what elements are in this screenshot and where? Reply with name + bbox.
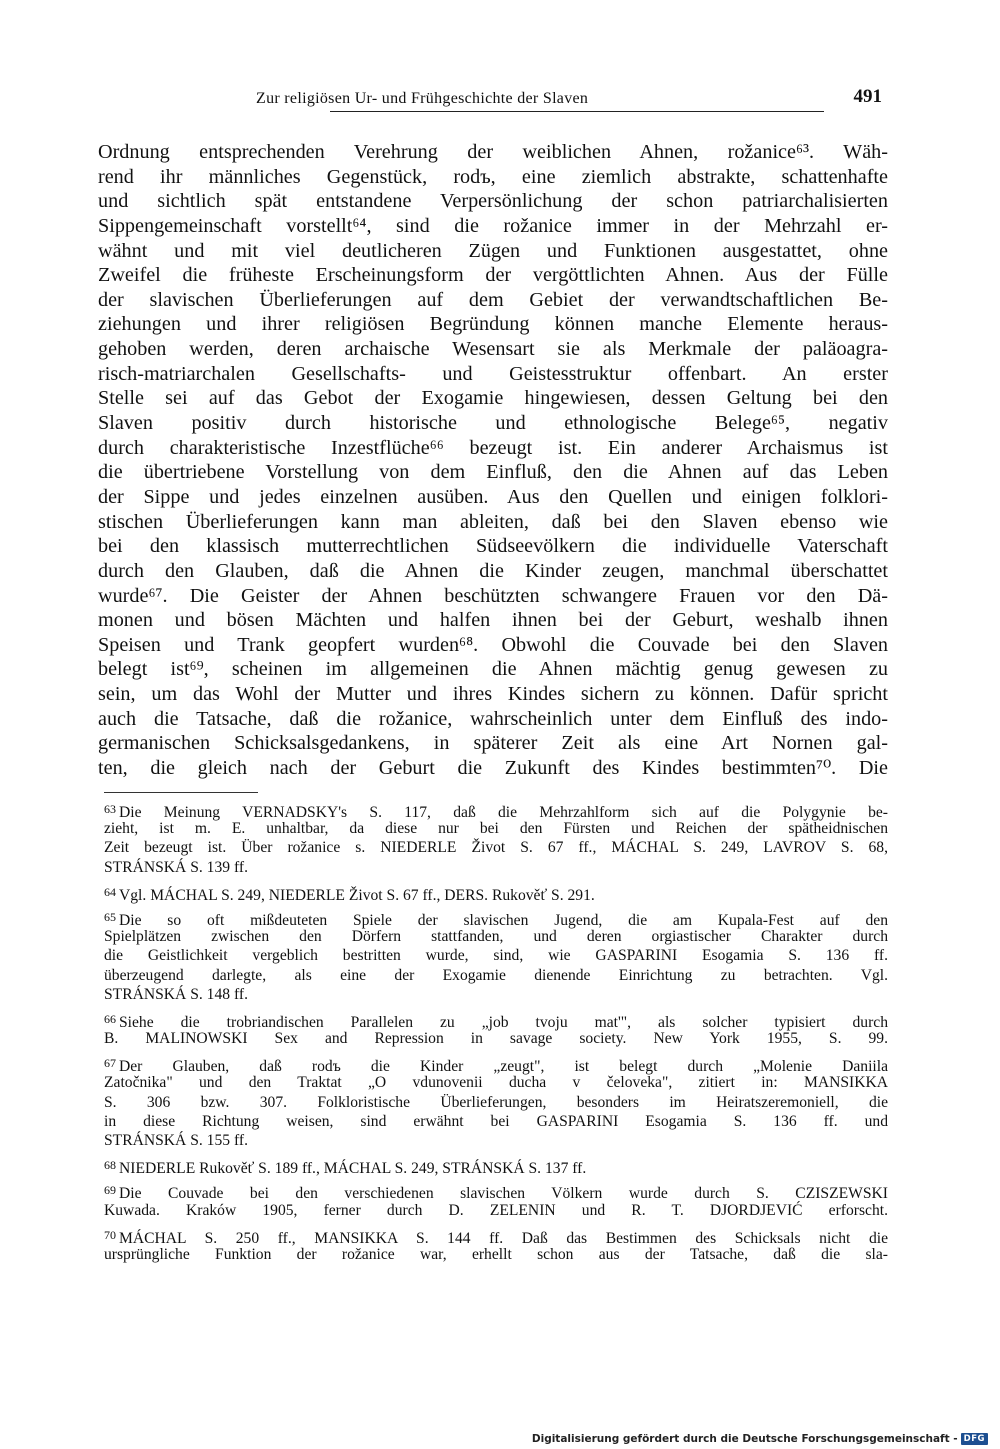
footnote-text: Siehe die trobriandischen Parallelen zu „job tvoju mat'", als solcher typisiert durch	[119, 1013, 888, 1031]
footnote-text: ursprüngliche Funktion der rožanice war, erhellt schon aus der Tatsache, daß die sla-	[104, 1245, 888, 1263]
footnote-line	[104, 1112, 888, 1131]
footnote-line	[104, 1201, 888, 1220]
body-line: risch-matriarchalen Gesellschafts- und Geistesstruktur offenbart. An erster	[98, 362, 888, 385]
footnote-text: Zeit bezeugt ist. Über rožanice s. NIEDERLE Život S. 67 ff., MÁCHAL S. 249, LAVROV S. 68,	[104, 839, 888, 857]
body-line: wähnt und mit viel deutlicheren Zügen und Funktionen ausgestattet, ohne	[98, 239, 888, 262]
body-line: der Sippe und jedes einzelnen ausüben. Aus den Quellen und einigen folklori-	[98, 485, 888, 508]
footnote	[104, 800, 888, 877]
footnote-line	[104, 838, 888, 857]
body-line: ziehungen und ihrer religiösen Begründung können manche Elemente heraus-	[98, 313, 888, 336]
body-line: stischen Überlieferungen kann man ableiten, daß bei den Slaven ebenso wie	[98, 510, 888, 533]
footnote-text: Spielplätzen zwischen den Dörfern stattfanden, und deren orgiastischer Charakter durch	[104, 928, 888, 946]
footnotes	[104, 800, 888, 1270]
body-line: auch die Tatsache, daß die rožanice, wahrscheinlich unter dem Einfluß des indo-	[98, 707, 888, 730]
footnote-text: STRÁNSKÁ S. 148 ff.	[104, 985, 248, 1003]
body-line: rend ihr männliches Gegenstück, rodъ, eine ziemlich abstrakte, schattenhafte	[98, 165, 888, 188]
footnote-text: Vgl. MÁCHAL S. 249, NIEDERLE Život S. 67 ff., DERS. Rukověť S. 291.	[119, 886, 595, 904]
footnote-line	[104, 1181, 888, 1203]
footnote-line	[104, 1093, 888, 1112]
footnote-text: S. 306 bzw. 307. Folkloristische Überlieferungen, besonders im Heiratszeremoniell, die	[104, 1093, 888, 1111]
footnote-text: zieht, ist m. E. unhaltbar, da diese nur bei den Fürsten und Reichen der spätheidnischen	[104, 820, 888, 838]
body-line: durch den Glauben, daß die Ahnen die Kinder zeugen, manchmal überschattet	[98, 559, 888, 582]
body-text	[98, 140, 888, 781]
footnote-line	[104, 1029, 888, 1048]
footnote	[104, 1181, 888, 1219]
footnote-number: 65	[104, 909, 116, 924]
page-number: 491	[853, 86, 882, 107]
body-line: die übertriebene Vorstellung von dem Einfluß, den die Ahnen auf das Leben	[98, 461, 888, 484]
footnote-line	[104, 883, 888, 902]
footnote-text: Kuwada. Kraków 1905, ferner durch D. ZELENIN und R. T. DJORDJEVIĆ erforscht.	[104, 1201, 888, 1219]
footnote-text: MÁCHAL S. 250 ff., MANSIKKA S. 144 ff. Daß das Bestimmen des Schicksals nicht die	[119, 1229, 888, 1247]
footnote-text: NIEDERLE Rukověť S. 189 ff., MÁCHAL S. 249, STRÁNSKÁ S. 137 ff.	[119, 1160, 587, 1178]
body-line: durch charakteristische Inzestflüche⁶⁶ bezeugt ist. Ein anderer Archaismus ist	[98, 436, 888, 459]
dfg-logo: DFG	[961, 1433, 988, 1445]
footnote-line	[104, 819, 888, 838]
body-line: ten, die gleich nach der Geburt die Zukunft des Kindes bestimmten⁷⁰. Die	[98, 757, 888, 780]
body-line: germanischen Schicksalsgedankens, in späterer Zeit als eine Art Nornen gal-	[98, 732, 888, 755]
footnote-text: STRÁNSKÁ S. 139 ff.	[104, 858, 248, 876]
footnote	[104, 1054, 888, 1150]
footnote-text: die Geistlichkeit vergeblich bestritten wurde, sind, wie GASPARINI Esogamia S. 136 ff.	[104, 947, 888, 965]
footnote-line	[104, 927, 888, 946]
footnote-number: 67	[104, 1056, 116, 1071]
footnote-line	[104, 1054, 888, 1076]
footnote-text: Der Glauben, daß rodъ die Kinder „zeugt", ist belegt durch „Molenie Daniila	[119, 1058, 888, 1076]
footnote	[104, 1226, 888, 1264]
footnote-text: STRÁNSKÁ S. 155 ff.	[104, 1132, 248, 1149]
footnote-rule	[104, 792, 258, 793]
footnote-number: 63	[104, 802, 116, 816]
footnote-line	[104, 966, 888, 985]
footnote-line	[104, 800, 888, 819]
footnote-line	[104, 858, 888, 877]
footnote	[104, 883, 888, 902]
footnote-text: B. MALINOWSKI Sex and Repression in savage society. New York 1955, S. 99.	[104, 1030, 888, 1048]
body-line: Slaven positiv durch historische und ethnologische Belege⁶⁵, negativ	[98, 412, 888, 435]
footnote-line	[104, 985, 888, 1004]
body-line: sein, um das Wohl der Mutter und ihres Kindes sichern zu können. Dafür spricht	[98, 683, 888, 706]
body-line: der slavischen Überlieferungen auf dem Gebiet der verwandtschaftlichen Be-	[98, 288, 888, 311]
footnote-text: überzeugend darlegte, als eine der Exogamie dienende Einrichtung zu betrachten. Vgl.	[104, 966, 888, 984]
body-line: gehoben werden, deren archaische Wesensart sie als Merkmale der paläoagra-	[98, 338, 888, 361]
body-line: Ordnung entsprechenden Verehrung der weiblichen Ahnen, rožanice⁶³. Wäh-	[98, 141, 888, 163]
footnote-text: Die Couvade bei den verschiedenen slavischen Völkern wurde durch S. CZISZEWSKI	[119, 1185, 888, 1203]
footnote-number: 64	[104, 884, 116, 899]
digitization-credit	[532, 1433, 988, 1445]
body-line: belegt ist⁶⁹, scheinen im allgemeinen die Ahnen mächtig genug gewesen zu	[98, 658, 888, 681]
body-line: Sippengemeinschaft vorstellt⁶⁴, sind die rožanice immer in der Mehrzahl er-	[98, 214, 888, 237]
body-line: Zweifel die früheste Erscheinungsform der vergöttlichten Ahnen. Aus der Fülle	[98, 264, 888, 287]
footnote-number: 66	[104, 1011, 116, 1026]
body-line: wurde⁶⁷. Die Geister der Ahnen beschützten schwangere Frauen vor den Dä-	[98, 584, 888, 607]
footnote-text: in diese Richtung weisen, sind erwähnt bei GASPARINI Esogamia S. 136 ff. und	[104, 1112, 888, 1130]
footnote-line	[104, 1131, 888, 1150]
footnote	[104, 1156, 888, 1178]
footnote-line	[104, 908, 888, 927]
body-line: und sichtlich spät entstandene Verpersönlichung der schon patriarchalisierten	[98, 190, 888, 213]
footnote	[104, 908, 888, 1004]
credit-text: Digitalisierung gefördert durch die Deutsche Forschungsgemeinschaft -	[531, 1433, 958, 1445]
footnote-line	[104, 1226, 888, 1245]
footnote-number: 69	[104, 1183, 116, 1198]
footnote-line	[104, 1073, 888, 1092]
footnote-text: Zatočnika" und den Traktat „O vdunovenii ducha v čeloveka", zitiert in: MANSIKKA	[104, 1074, 888, 1092]
footnote-text: Die Meinung VERNADSKY's S. 117, daß die Mehrzahlform sich auf die Polygynie be-	[119, 804, 888, 821]
footnote-line	[104, 1156, 888, 1178]
page-header	[98, 86, 884, 114]
header-rule	[330, 111, 824, 112]
footnote-line	[104, 1245, 888, 1264]
footnote-number: 70	[104, 1227, 116, 1242]
footnote-number: 68	[104, 1158, 116, 1173]
footnote-line	[104, 946, 888, 965]
footnote-text: Die so oft mißdeuteten Spiele der slavischen Jugend, die am Kupala-Fest auf den	[119, 911, 888, 929]
footnote	[104, 1010, 888, 1048]
footnote-line	[104, 1010, 888, 1029]
body-line: bei den klassisch mutterrechtlichen Südseevölkern die individuelle Vaterschaft	[98, 535, 888, 558]
running-title: Zur religiösen Ur- und Frühgeschichte der Slaven	[256, 90, 589, 107]
body-line: Stelle sei auf das Gebot der Exogamie hingewiesen, dessen Geltung bei den	[98, 387, 888, 410]
body-line: Speisen und Trank geopfert wurden⁶⁸. Obwohl die Couvade bei den Slaven	[98, 633, 888, 656]
body-line: monen und bösen Mächten und halfen ihnen bei der Geburt, weshalb ihnen	[98, 609, 888, 632]
